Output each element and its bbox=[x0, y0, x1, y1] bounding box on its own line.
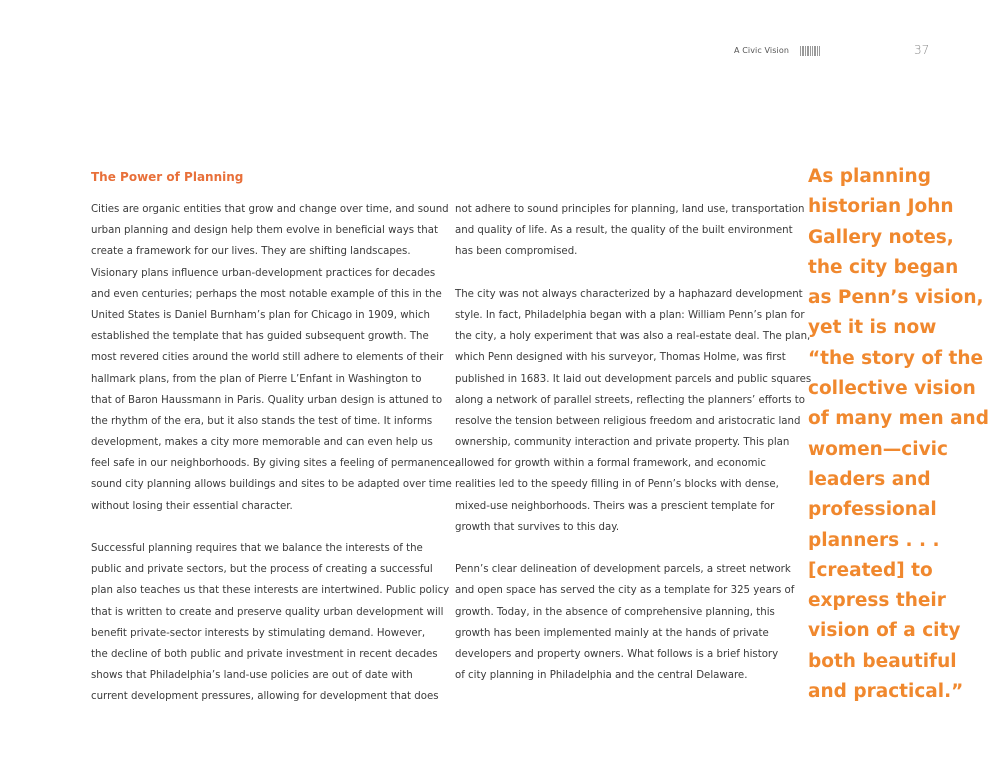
pull-quote-line: vision of a city bbox=[808, 620, 961, 642]
text-line: feel safe in our neighborhoods. By giving sites a feeling of permanence, bbox=[91, 458, 459, 470]
text-line: published in 1683. It laid out development parcels and public squares bbox=[455, 373, 812, 385]
paragraph-spacer bbox=[455, 538, 795, 559]
pull-quote-line: planners . . . bbox=[808, 529, 940, 551]
page-number: 37 bbox=[914, 43, 930, 57]
text-line: growth has been implemented mainly at the hands of private bbox=[455, 627, 769, 639]
pull-quote-line: women—civic bbox=[808, 438, 948, 460]
running-header bbox=[0, 44, 1000, 60]
paragraph bbox=[455, 199, 805, 263]
paragraph bbox=[455, 559, 795, 686]
pull-quote-line: and practical.” bbox=[808, 681, 964, 703]
pull-quote-line: As planning bbox=[808, 166, 931, 187]
text-line: Penn’s clear delineation of development parcels, a street network bbox=[455, 564, 791, 576]
text-line: which Penn designed with his surveyor, Thomas Holme, was first bbox=[455, 352, 786, 364]
text-line: plan also teaches us that these interests are intertwined. Public policy bbox=[91, 585, 450, 597]
text-line: development, makes a city more memorable and can even help us bbox=[91, 437, 433, 449]
paragraph-spacer bbox=[91, 517, 436, 538]
text-line: Cities are organic entities that grow and change over time, and sound bbox=[91, 204, 449, 215]
body-column-middle bbox=[455, 199, 812, 686]
text-line: sound city planning allows buildings and sites to be adapted over time bbox=[91, 479, 452, 491]
pull-quote-line: Gallery notes, bbox=[808, 226, 954, 248]
pull-quote-line: leaders and bbox=[808, 468, 931, 490]
text-line: public and private sectors, but the process of creating a successful bbox=[91, 564, 433, 576]
text-line: create a framework for our lives. They are shifting landscapes. bbox=[91, 246, 411, 258]
text-line: along a network of parallel streets, reflecting the planners’ efforts to bbox=[455, 394, 805, 406]
body-column-left bbox=[91, 199, 459, 708]
pull-quote-line: both beautiful bbox=[808, 650, 957, 672]
text-line: style. In fact, Philadelphia began with a plan: William Penn’s plan for bbox=[455, 309, 805, 321]
pull-quote-line: yet it is now bbox=[808, 317, 937, 339]
pull-quote-line: collective vision bbox=[808, 378, 976, 400]
text-line: of city planning in Philadelphia and the central Delaware. bbox=[455, 670, 748, 682]
text-line: realities led to the speedy filling in of Penn’s blocks with dense, bbox=[455, 479, 779, 491]
pull-quote-line: “the story of the bbox=[808, 347, 984, 369]
running-header-title: A Civic Vision bbox=[734, 46, 789, 55]
text-line: resolve the tension between religious freedom and aristocratic land bbox=[455, 415, 801, 427]
text-line: the rhythm of the era, but it also stands the test of time. It informs bbox=[91, 415, 433, 427]
paragraph bbox=[455, 284, 812, 538]
text-line: developers and property owners. What follows is a brief history bbox=[455, 648, 779, 660]
section-heading: The Power of Planning bbox=[91, 170, 244, 184]
text-line: and even centuries; perhaps the most notable example of this in the bbox=[91, 288, 442, 300]
text-line: Visionary plans influence urban-development practices for decades bbox=[91, 267, 436, 279]
text-line: without losing their essential character. bbox=[91, 500, 293, 512]
paragraph bbox=[91, 538, 450, 708]
pull-quote-line: the city began bbox=[808, 256, 959, 278]
text-line: the city, a holy experiment that was also a real-estate deal. The plan, bbox=[455, 331, 811, 343]
text-line: that of Baron Haussmann in Paris. Quality urban design is attuned to bbox=[91, 394, 443, 406]
paragraph bbox=[91, 199, 459, 517]
text-line: not adhere to sound principles for planning, land use, transportation bbox=[455, 204, 805, 215]
text-line: has been compromised. bbox=[455, 246, 578, 258]
text-line: and open space has served the city as a template for 325 years of bbox=[455, 585, 795, 597]
text-line: The city was not always characterized by a haphazard development bbox=[455, 288, 803, 300]
text-line: United States is Daniel Burnham’s plan for Chicago in 1909, which bbox=[91, 309, 430, 321]
barcode-icon bbox=[800, 46, 822, 56]
text-line: most revered cities around the world still adhere to elements of their bbox=[91, 352, 444, 364]
text-line: allowed for growth within a formal framework, and economic bbox=[455, 458, 766, 470]
text-line: urban planning and design help them evolve in beneficial ways that bbox=[91, 225, 438, 237]
pull-quote bbox=[808, 162, 998, 707]
paragraph-spacer bbox=[455, 263, 795, 284]
text-line: that is written to create and preserve quality urban development will bbox=[91, 606, 444, 618]
text-line: the decline of both public and private investment in recent decades bbox=[91, 648, 438, 660]
pull-quote-line: historian John bbox=[808, 196, 954, 218]
pull-quote-line: express their bbox=[808, 590, 946, 612]
text-line: current development pressures, allowing for development that does bbox=[91, 691, 439, 703]
text-line: growth that survives to this day. bbox=[455, 521, 620, 533]
pull-quote-line: as Penn’s vision, bbox=[808, 287, 984, 309]
text-line: Successful planning requires that we balance the interests of the bbox=[91, 543, 423, 554]
text-line: and quality of life. As a result, the quality of the built environment bbox=[455, 225, 793, 237]
pull-quote-line: [created] to bbox=[808, 559, 933, 581]
text-line: shows that Philadelphia’s land-use policies are out of date with bbox=[91, 670, 413, 682]
text-line: ownership, community interaction and private property. This plan bbox=[455, 437, 790, 449]
text-line: growth. Today, in the absence of comprehensive planning, this bbox=[455, 606, 775, 618]
text-line: established the template that has guided subsequent growth. The bbox=[91, 331, 429, 343]
text-line: mixed-use neighborhoods. Theirs was a prescient template for bbox=[455, 500, 775, 512]
text-line: benefit private-sector interests by stimulating demand. However, bbox=[91, 627, 426, 639]
text-line: hallmark plans, from the plan of Pierre L’Enfant in Washington to bbox=[91, 373, 422, 385]
pull-quote-line: professional bbox=[808, 499, 937, 521]
pull-quote-line: of many men and bbox=[808, 408, 989, 430]
